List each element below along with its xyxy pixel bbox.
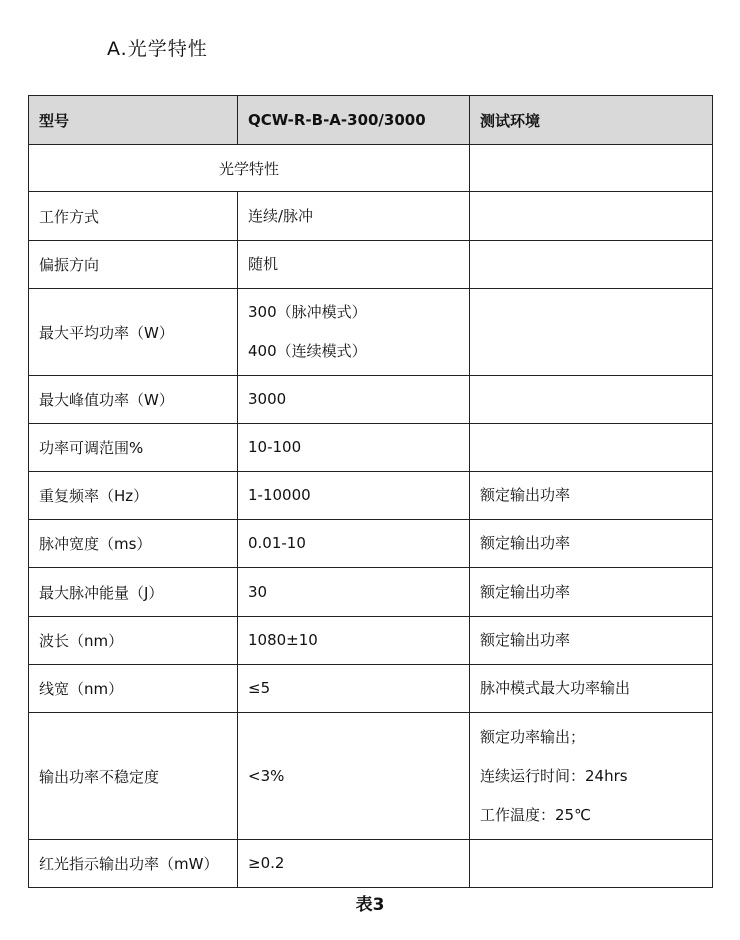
- param-cell: 线宽（nm）: [29, 665, 238, 713]
- env-line: 工作温度：25℃: [480, 805, 591, 824]
- param-cell: 最大脉冲能量（J）: [29, 568, 238, 617]
- value-line: 0.01-10: [248, 534, 306, 552]
- value-line: 3000: [248, 390, 287, 408]
- table-header-row: [29, 96, 713, 145]
- section-title: A.光学特性: [107, 38, 208, 60]
- table-row: [29, 472, 713, 520]
- table-row: [29, 617, 713, 665]
- table-row: [29, 241, 713, 289]
- header-model-number: QCW-R-B-A-300/3000: [238, 96, 470, 145]
- param-cell: 脉冲宽度（ms）: [29, 520, 238, 568]
- env-cell: [470, 192, 713, 241]
- param-cell: 功率可调范围%: [29, 424, 238, 472]
- env-line: 额定输出功率: [480, 631, 571, 649]
- value-line: 1-10000: [248, 486, 311, 504]
- value-line: 400（连续模式）: [248, 342, 367, 360]
- value-cell: [238, 376, 470, 424]
- group-title: 光学特性: [29, 145, 470, 192]
- value-line: 300（脉冲模式）: [248, 303, 367, 321]
- param-cell: 工作方式: [29, 192, 238, 241]
- env-line: 额定功率输出；: [480, 727, 586, 746]
- value-cell: [238, 289, 470, 376]
- header-test-environment: 测试环境: [470, 96, 713, 145]
- value-cell: [238, 568, 470, 617]
- env-cell: [470, 840, 713, 888]
- value-line: ≥0.2: [248, 854, 285, 872]
- param-cell: 重复频率（Hz）: [29, 472, 238, 520]
- table-row: [29, 665, 713, 713]
- value-line: 30: [248, 582, 268, 601]
- value-line: 随机: [248, 255, 279, 273]
- value-cell: [238, 665, 470, 713]
- value-cell: [238, 713, 470, 840]
- table-row: [29, 376, 713, 424]
- value-cell: [238, 192, 470, 241]
- header-model: 型号: [29, 96, 238, 145]
- value-cell: [238, 424, 470, 472]
- value-line: <3%: [248, 766, 285, 785]
- env-cell: [470, 424, 713, 472]
- param-cell: 最大平均功率（W）: [29, 289, 238, 376]
- table-row: [29, 424, 713, 472]
- env-line: 额定输出功率: [480, 534, 571, 552]
- value-line: 10-100: [248, 438, 302, 456]
- value-line: ≤5: [248, 679, 271, 697]
- table-caption: 表3: [355, 895, 385, 915]
- env-cell: [470, 289, 713, 376]
- table-row: [29, 192, 713, 241]
- env-cell: [470, 520, 713, 568]
- value-cell: [238, 241, 470, 289]
- env-cell: [470, 617, 713, 665]
- env-line: 额定输出功率: [480, 582, 571, 601]
- env-line: 额定输出功率: [480, 486, 571, 504]
- param-cell: 偏振方向: [29, 241, 238, 289]
- optical-spec-table: [28, 95, 713, 888]
- value-cell: [238, 472, 470, 520]
- table-row: [29, 568, 713, 617]
- env-line: 连续运行时间：24hrs: [480, 766, 628, 785]
- env-cell: [470, 241, 713, 289]
- env-cell: [470, 665, 713, 713]
- env-cell: [470, 376, 713, 424]
- group-title-env: [470, 145, 713, 192]
- env-cell: [470, 713, 713, 840]
- env-cell: [470, 568, 713, 617]
- value-line: 连续/脉冲: [248, 206, 314, 225]
- value-line: 1080±10: [248, 631, 318, 649]
- value-cell: [238, 520, 470, 568]
- table-row: [29, 520, 713, 568]
- param-cell: 最大峰值功率（W）: [29, 376, 238, 424]
- param-cell: 输出功率不稳定度: [29, 713, 238, 840]
- param-cell: 波长（nm）: [29, 617, 238, 665]
- group-title-row: [29, 145, 713, 192]
- table-row: [29, 840, 713, 888]
- value-cell: [238, 617, 470, 665]
- table-row: [29, 289, 713, 376]
- env-line: 脉冲模式最大功率输出: [480, 679, 631, 697]
- env-cell: [470, 472, 713, 520]
- param-cell: 红光指示输出功率（mW）: [29, 840, 238, 888]
- value-cell: [238, 840, 470, 888]
- table-row: [29, 713, 713, 840]
